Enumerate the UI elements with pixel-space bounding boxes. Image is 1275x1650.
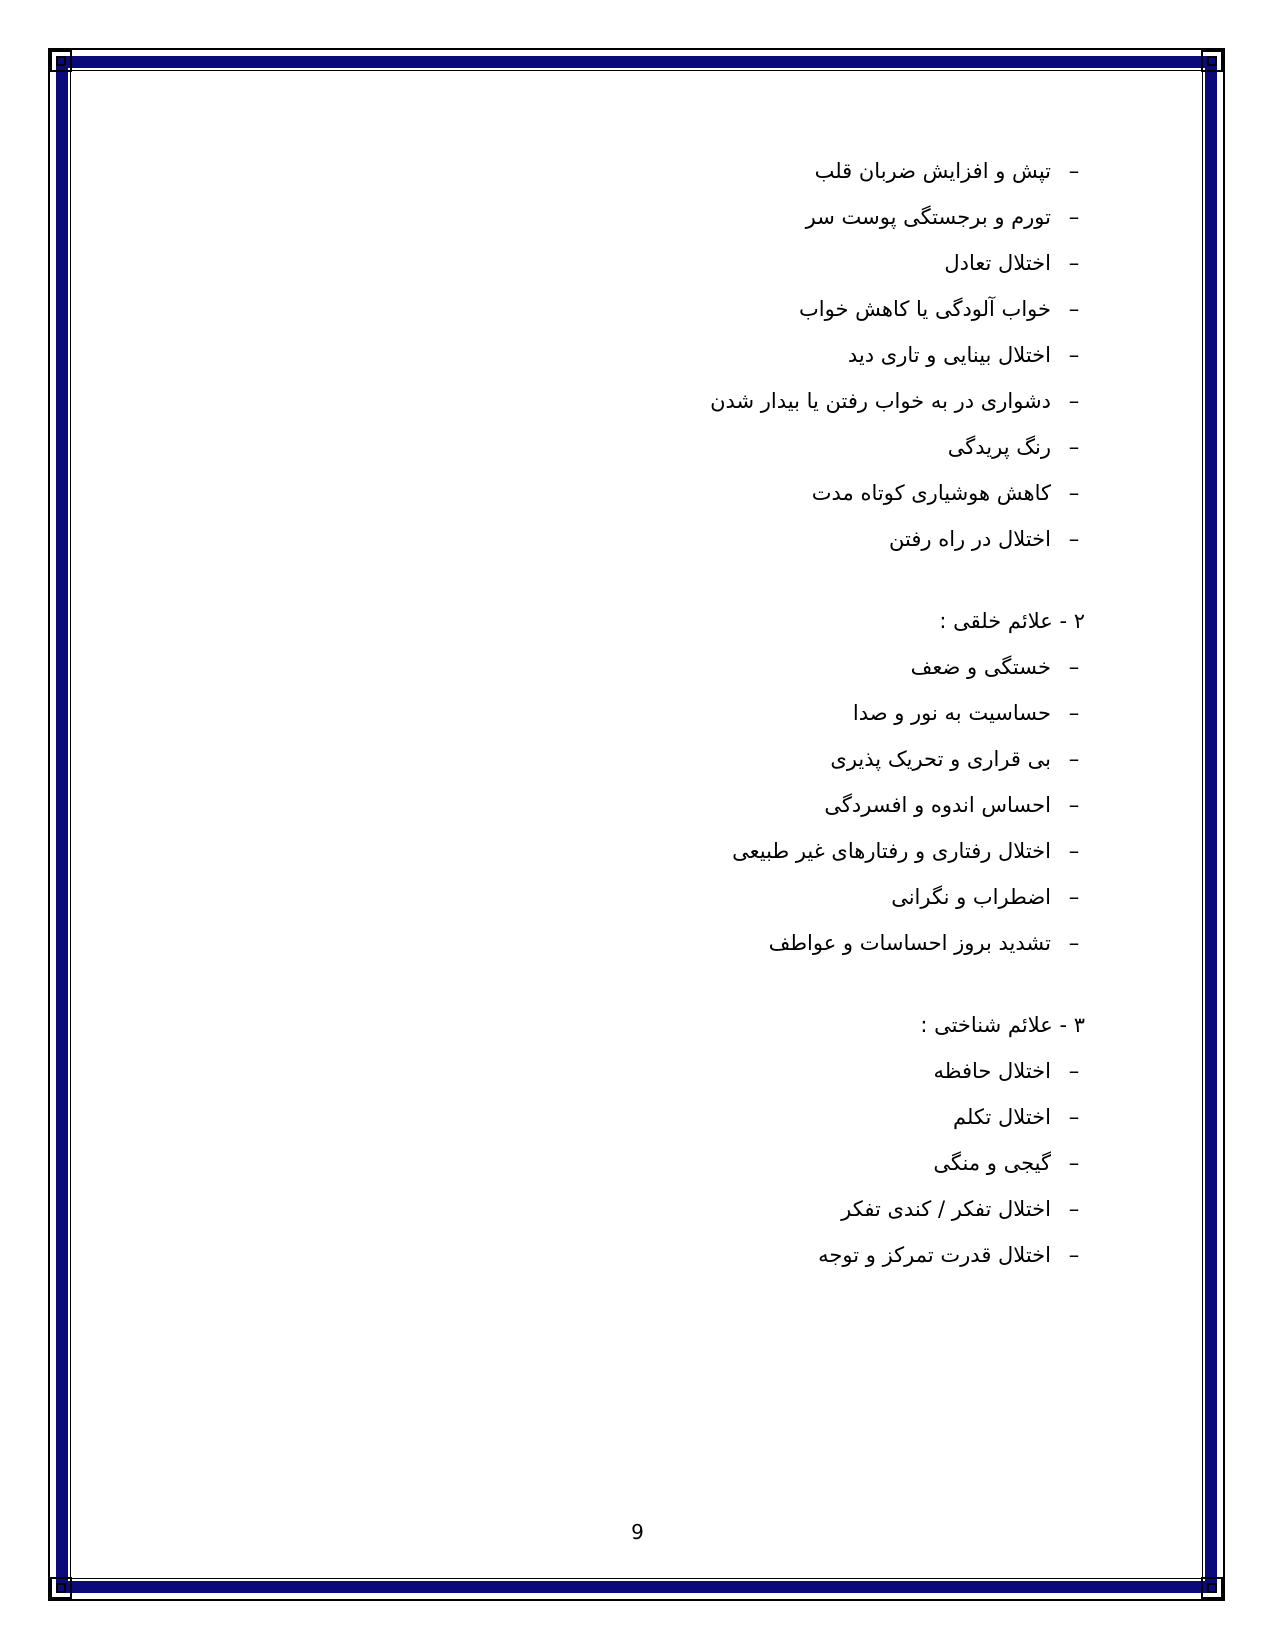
symptom-list-cognitive [620,1048,1085,1278]
list-item [620,920,1085,966]
list-item-text: حساسیت به نور و صدا [852,701,1051,725]
list-item-text: تورم و برجستگی پوست سر [805,205,1051,229]
list-item [620,1140,1085,1186]
list-item-text: بی قراری و تحریک پذیری [830,747,1051,771]
list-item [620,332,1085,378]
list-marker: – [1068,885,1080,909]
list-marker: – [1068,655,1080,679]
list-marker: – [1068,527,1080,551]
list-item-text: اختلال تکلم [953,1105,1051,1129]
list-marker: – [1068,435,1080,459]
list-marker: – [1068,931,1080,955]
list-item [620,1232,1085,1278]
corner-ornament-top-left [50,50,72,72]
list-marker: – [1068,159,1080,183]
list-item [620,240,1085,286]
list-item-text: اختلال حافظه [933,1059,1051,1083]
list-marker: – [1068,1197,1080,1221]
list-item [620,148,1085,194]
list-item-text: خواب آلودگی یا کاهش خواب [799,297,1051,321]
list-item-text: اختلال تفکر / کندی تفکر [841,1197,1051,1221]
list-marker: – [1068,747,1080,771]
list-marker: – [1068,205,1080,229]
list-item-text: اختلال تعادل [944,251,1051,275]
list-item-text: اختلال قدرت تمرکز و توجه [818,1243,1051,1267]
corner-ornament-top-right [1201,50,1223,72]
document-body [620,148,1085,1278]
page-number: 9 [631,1520,644,1544]
list-item [620,470,1085,516]
list-item [620,516,1085,562]
section-heading-mood: ۲ - علائم خلقی : [939,609,1085,633]
list-item [620,644,1085,690]
list-marker: – [1068,701,1080,725]
list-marker: – [1068,793,1080,817]
corner-ornament-bottom-left [50,1577,72,1599]
list-marker: – [1068,839,1080,863]
list-item [620,194,1085,240]
list-item-text: اختلال بینایی و تاری دید [847,343,1051,367]
section-heading-cognitive: ۳ - علائم شناختی : [920,1013,1085,1037]
section-spacer [620,966,1085,1002]
list-item-text: تشدید بروز احساسات و عواطف [768,931,1051,955]
symptom-list-physical [620,148,1085,562]
list-item-text: اختلال رفتاری و رفتارهای غیر طبیعی [732,839,1051,863]
list-item [620,828,1085,874]
list-marker: – [1068,1059,1080,1083]
list-marker: – [1068,1243,1080,1267]
list-item [620,378,1085,424]
symptom-list-mood [620,644,1085,966]
list-item-text: خستگی و ضعف [910,655,1051,679]
list-marker: – [1068,1151,1080,1175]
list-item-text: رنگ پریدگی [947,435,1051,459]
list-item-text: احساس اندوه و افسردگی [824,793,1051,817]
list-item [620,1094,1085,1140]
list-item [620,736,1085,782]
list-marker: – [1068,297,1080,321]
list-marker: – [1068,251,1080,275]
list-item-text: کاهش هوشیاری کوتاه مدت [811,481,1051,505]
list-item [620,1186,1085,1232]
list-marker: – [1068,481,1080,505]
list-item [620,1048,1085,1094]
list-item-text: اختلال در راه رفتن [889,527,1051,551]
list-marker: – [1068,343,1080,367]
list-item [620,424,1085,470]
list-item-text: گیجی و منگی [933,1151,1051,1175]
list-item [620,874,1085,920]
list-item-text: اضطراب و نگرانی [891,885,1051,909]
list-item-text: دشواری در به خواب رفتن یا بیدار شدن [710,389,1051,413]
list-item [620,782,1085,828]
list-item-text: تپش و افزایش ضربان قلب [814,159,1051,183]
corner-ornament-bottom-right [1201,1577,1223,1599]
list-marker: – [1068,389,1080,413]
list-item [620,286,1085,332]
list-marker: – [1068,1105,1080,1129]
section-spacer [620,562,1085,598]
list-item [620,690,1085,736]
